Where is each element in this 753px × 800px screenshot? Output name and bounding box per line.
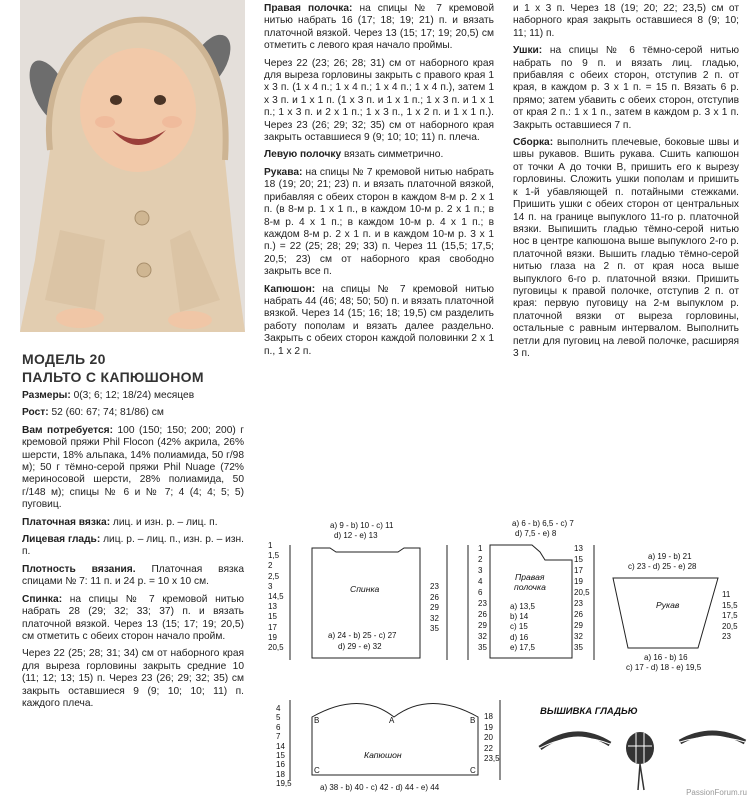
model-name: ПАЛЬТО С КАПЮШОНОМ bbox=[22, 369, 204, 385]
hood-left-measure: 14 bbox=[276, 741, 285, 751]
front-left-measure: 35 bbox=[478, 643, 487, 652]
paragraph-heading: Лицевая гладь: bbox=[22, 534, 101, 546]
hood-left-measure: 19,5 bbox=[276, 779, 292, 789]
back-left-measure: 3 bbox=[268, 581, 273, 591]
back-left-measure: 13 bbox=[268, 602, 277, 612]
hood-left-measure: 16 bbox=[276, 760, 285, 770]
paragraph-heading: Платочная вязка: bbox=[22, 516, 111, 528]
sleeve-top-width: a) 19 - b) 21 bbox=[648, 552, 692, 561]
hood-right-measure: 22 bbox=[484, 743, 493, 753]
paragraph-heading: Ушки: bbox=[513, 45, 543, 57]
sleeve-height-measure: 23 bbox=[722, 632, 731, 641]
front-right-measure: 19 bbox=[574, 577, 583, 586]
paragraph-text: на спицы № 7 кремовой нитью набрать 44 (46; 48; 50; 50) п. и вязать платочной вязкой. Через 14 (15; 16; 18; 19,5) см разделить работу пополам и вязать далее раздельно. Закрыть с обеих сторон каждой половинки 2 х 1 п., 1 х 2 п. bbox=[264, 283, 494, 357]
paragraph-text: лиц. р. – лиц. п., изн. р. – изн. п. bbox=[22, 534, 244, 558]
hood-right-measure: 20 bbox=[484, 733, 493, 742]
paragraph-text: на спицы № 6 тёмно-серой нитью набрать по 9 п. и вязать лиц. гладью, прибавляя с обеих сторон, отступив 2 п. от края, в каждом р. 3 х 1 п. = 15 п. Вязать 6 р. прямо; затем убавить с обеих сторон, отступив от края 2 п.: 1 х 1 п., затем в каждом р. 3 х 1 п. Закрыть оставшиеся 7 п. bbox=[513, 45, 739, 131]
back-left-measure: 19 bbox=[268, 632, 277, 642]
front-right-measure: 35 bbox=[574, 643, 583, 652]
sleeve-label: Рукав bbox=[656, 600, 680, 610]
hood-left-measure: 6 bbox=[276, 722, 281, 732]
back-right-measure: 26 bbox=[430, 592, 439, 602]
paragraph-heading: Размеры: bbox=[22, 390, 71, 401]
front-left-measure: 1 bbox=[478, 544, 483, 553]
hood-left-measure: 15 bbox=[276, 751, 285, 760]
front-right-measure: 29 bbox=[574, 621, 583, 630]
front-top-width: a) 6 - b) 6,5 - c) 7 bbox=[512, 519, 574, 528]
paragraph-text: на спицы № 7 кремовой нитью набрать 18 (19; 20; 21; 23) п. и вязать платочной вязкой, прибавляя с обеих сторон в каждом 8-м р. 2 х 1 п. (в 8-м р. 1 х 1 п., в каждом 10-м р. 2 х 1 п.; в 8-м р. 4 х 1 п.; в каждом 10-м р. 4 х 1 п.; в каждом 8-м р. 2 х 1 п. и в каждом 10-м р. 3 х 1 п.) = 22 (25; 28; 29; 33) п. Через 11 (15,5; 17,5; 20,5; 23) см от наборного края свободно закрыть все п. bbox=[264, 166, 494, 278]
front-top-width-de: d) 7,5 - e) 8 bbox=[515, 529, 557, 538]
front-width-measure: e) 17,5 bbox=[510, 642, 535, 652]
sleeve-height-measure: 17,5 bbox=[722, 611, 738, 620]
back-right-measure: 23 bbox=[430, 582, 439, 591]
watermark: PassionForum.ru bbox=[686, 788, 747, 797]
front-width-measure: a) 13,5 bbox=[510, 602, 535, 611]
front-width-measure: b) 14 bbox=[510, 612, 529, 622]
front-width-measure: c) 15 bbox=[510, 622, 528, 632]
sleeve-height-measure: 11 bbox=[722, 590, 731, 599]
hood-left-measure: 5 bbox=[276, 713, 281, 723]
hood-point-b-left: B bbox=[314, 716, 320, 725]
paragraph-text: вязать симметрично. bbox=[341, 149, 444, 161]
front-left-measure: 6 bbox=[478, 588, 483, 597]
back-left-measure: 20,5 bbox=[268, 643, 284, 652]
paragraph-heading: Рукава: bbox=[264, 166, 303, 178]
front-left-measure: 3 bbox=[478, 566, 483, 575]
sleeve-bottom-width: a) 16 - b) 16 bbox=[644, 653, 688, 662]
hood-outline bbox=[312, 704, 478, 776]
back-left-measure: 1,5 bbox=[268, 551, 280, 561]
hood-label: Капюшон bbox=[364, 750, 402, 760]
embroidery-title: ВЫШИВКА ГЛАДЬЮ bbox=[540, 706, 638, 717]
front-left-measure: 4 bbox=[478, 577, 483, 586]
paragraph-text: Платочная вязка спицами № 7: 11 п. и 24 р. = 10 x 10 см. bbox=[22, 563, 245, 588]
back-top-width-de: d) 12 - e) 13 bbox=[334, 531, 378, 540]
paragraph-text: Через 22 (23; 26; 28; 31) см от наборного края для выреза горловины закрыть с правого края 1 х 3 п. (1 х 4 п.; 1 х 4 п.; 1 х 4 п.; 1 х 4 п.), затем 1 х 3 п. и 1 х 1 п. (1 х 3 п. и 1 х 1 п.; 1 х 3 п. и 1 х 1 п.; 1 х 3 п. и 2 х 1 п.; 1 х 3 п., 1 х 2 п. и 1 х 1 п.). Через 23 (26; 29; 32; 35) см от наборного края закрыть оставшиеся 9 (9; 10; 10; 11) п. плеча. bbox=[264, 57, 494, 144]
paragraph-text: и 1 х 3 п. Через 18 (19; 20; 22; 23,5) см от наборного края закрыть оставшиеся 8 (9; 10; 11; 11) п. bbox=[513, 3, 739, 39]
front-left-measure: 26 bbox=[478, 610, 487, 619]
hood-left-measure: 7 bbox=[276, 732, 281, 742]
hood-point-a: A bbox=[389, 716, 395, 725]
front-right-measure: 20,5 bbox=[574, 588, 590, 597]
paragraph-text: 52 (60: 67; 74; 81/86) см bbox=[48, 407, 164, 419]
front-left-measure: 2 bbox=[478, 555, 483, 564]
back-right-measure: 35 bbox=[430, 624, 439, 633]
back-left-measure: 17 bbox=[268, 622, 277, 632]
embroidery-motifs bbox=[540, 732, 745, 790]
hood-left-measure: 4 bbox=[276, 704, 281, 713]
front-right-measure: 15 bbox=[574, 555, 583, 564]
paragraph-heading: Капюшон: bbox=[264, 283, 316, 295]
paragraph-heading: Левую полочку bbox=[264, 149, 342, 161]
hood-point-b-right: B bbox=[470, 716, 476, 725]
front-left-measure: 23 bbox=[478, 599, 487, 608]
back-label: Спинка bbox=[350, 584, 380, 594]
paragraph-heading: Спинка: bbox=[22, 593, 63, 605]
hood-left-measure: 18 bbox=[276, 769, 285, 779]
front-right-measure: 26 bbox=[574, 610, 583, 619]
back-left-measure: 14,5 bbox=[268, 592, 284, 601]
front-left-measure: 32 bbox=[478, 632, 487, 641]
hood-bottom-width: a) 38 - b) 40 - c) 42 - d) 44 - e) 44 bbox=[320, 783, 440, 792]
paragraph-text: лиц. и изн. р. – лиц. п. bbox=[110, 516, 218, 528]
back-left-measure: 1 bbox=[268, 541, 273, 550]
back-right-measure: 29 bbox=[430, 603, 439, 612]
hood-right-measure: 19 bbox=[484, 722, 493, 732]
back-top-width: a) 9 - b) 10 - c) 11 bbox=[330, 521, 394, 530]
back-bottom-width-de: d) 29 - e) 32 bbox=[338, 642, 382, 651]
model-number: МОДЕЛЬ 20 bbox=[22, 351, 106, 367]
paragraph-text: на спицы № 7 кремовой нитью набрать 28 (29; 32; 33; 37) п. и вязать платочной вязкой. Через 13 (15; 17; 19; 20,5) см отметить с обеих сторон начало пройм. bbox=[22, 593, 244, 642]
hood-point-c-right: C bbox=[470, 766, 476, 775]
paragraph-heading: Рост: bbox=[22, 407, 49, 419]
front-width-measure: d) 16 bbox=[510, 632, 529, 642]
front-right-measure: 13 bbox=[574, 544, 583, 553]
hood-right-measure: 18 bbox=[484, 712, 493, 721]
back-bottom-width: a) 24 - b) 25 - c) 27 bbox=[328, 631, 397, 640]
paragraph-text: 100 (150; 150; 200; 200) г кремовой пряжи Phil Flocon (42% акрила, 26% шерсти, 18% альпака, 14% полиамида, 50 г/98 м); 50 г тёмно-серой пряжи Phil Nuage (72% мериносовой шерсти, 28% полиамида, 50 г/148 м); спицы № 6 и № 7; 4 (4; 4; 5; 5) пуговиц. bbox=[22, 424, 244, 511]
back-left-measure: 15 bbox=[268, 612, 277, 622]
paragraph-text: 0(3; 6; 12; 18/24) месяцев bbox=[70, 390, 195, 401]
hood-point-c-left: C bbox=[314, 766, 320, 775]
sleeve-top-width-ce: c) 23 - d) 25 - e) 28 bbox=[628, 562, 697, 571]
paragraph-heading: Правая полочка: bbox=[264, 3, 353, 14]
front-label-1: Правая bbox=[515, 572, 545, 582]
hood-right-measure: 23,5 bbox=[484, 754, 500, 763]
front-right-measure: 17 bbox=[574, 566, 583, 575]
front-label-2: полочка bbox=[514, 582, 546, 592]
paragraph-text: Через 22 (25; 28; 31; 34) см от наборного края для выреза горловины закрыть средние 10 (11; 12; 13; 15) п. Через 23 (26; 29; 32; 35) см закрыть оставшиеся 9 (9; 10; 10; 11) п. каждого плеча. bbox=[22, 648, 244, 709]
front-right-measure: 32 bbox=[574, 632, 583, 641]
back-right-measure: 32 bbox=[430, 613, 439, 623]
back-left-measure: 2,5 bbox=[268, 571, 280, 581]
paragraph-text: выполнить плечевые, боковые швы и швы рукавов. Вшить рукава. Сшить капюшон от точки А до точки В, пришить его к вырезу горловины. Сложить ушки пополам и пришить к 1-й убавляющей п. потайными стежками. Пришить ушки с обеих сторон от центральных 14 п. на границе выпуклого 11-го р. платочной вязки. Выпишить гладью тёмно-серой нитью нос в центре капюшона выше выпуклого 2-го р. платочной вязки. Вышить гладью тёмно-серой нитью глаза на 2 п. от края носа выше выпуклого 6-го р. платочной вязки. Пришить пуговицы к правой полочке, отступив 2 п. от края: первую пуговицу на 2-м выпуклом р. платочной вязки от выреза горловины, остальные с равным интервалом. Выполнить петли для пуговиц на левой полочке, расширяя 3 п. bbox=[513, 137, 739, 359]
front-left-measure: 29 bbox=[478, 621, 487, 630]
sleeve-outline bbox=[613, 578, 718, 648]
sleeve-bottom-width-ce: c) 17 - d) 18 - e) 19,5 bbox=[626, 663, 702, 672]
paragraph-heading: Плотность вязания. bbox=[22, 563, 136, 575]
sleeve-height-measure: 15,5 bbox=[722, 600, 738, 610]
back-left-measure: 2 bbox=[268, 561, 273, 571]
paragraph-heading: Вам потребуется: bbox=[22, 424, 114, 436]
paragraph-text: на спицы № 7 кремовой нитью набрать 16 (17; 18; 19; 21) п. и вязать платочной вязкой. Через 13 (15; 17; 19; 20,5) см отметить с левого края начало проймы. bbox=[264, 3, 495, 52]
front-right-measure: 23 bbox=[574, 599, 583, 608]
paragraph-heading: Сборка: bbox=[513, 137, 554, 149]
sleeve-height-measure: 20,5 bbox=[722, 621, 738, 631]
